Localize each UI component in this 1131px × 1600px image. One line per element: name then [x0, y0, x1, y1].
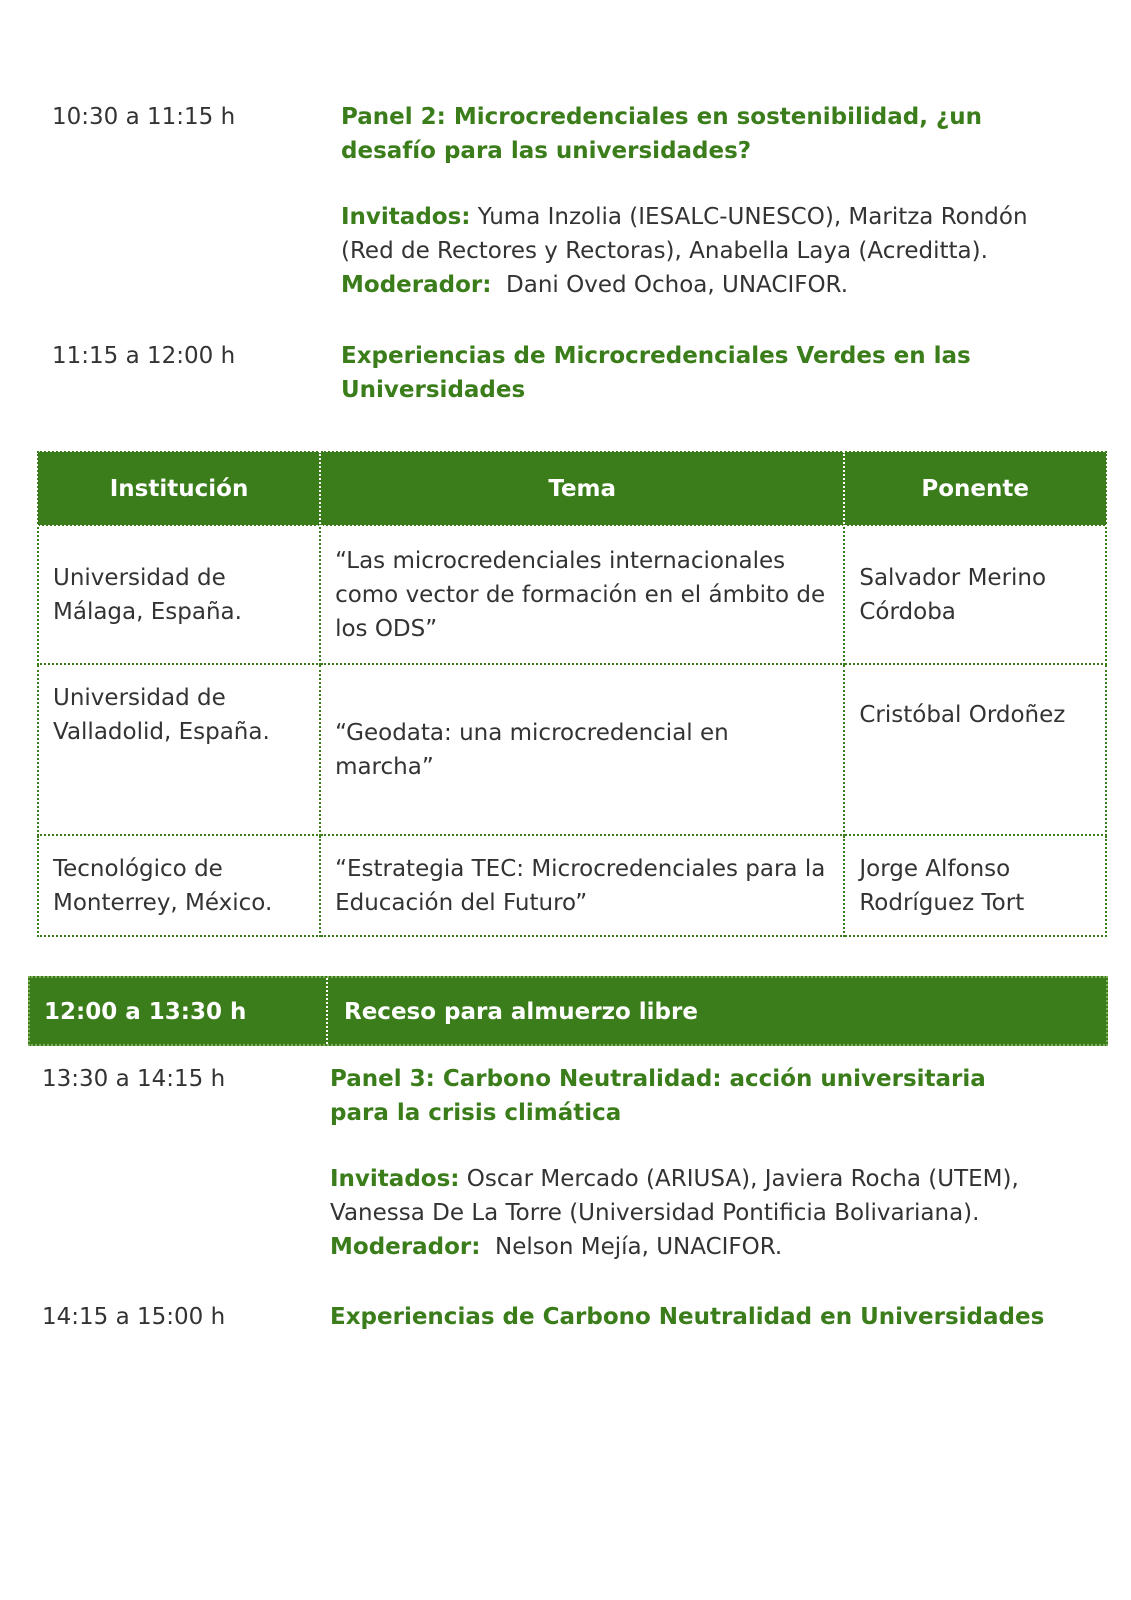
- experiences-green-title: Experiencias de Microcredenciales Verdes en las Universidades: [341, 343, 971, 403]
- table-row: [38, 835, 1106, 936]
- panel3-guests: [330, 1162, 1070, 1230]
- header-tema: Tema: [320, 452, 844, 526]
- cell-speaker: Cristóbal Ordoñez: [844, 664, 1106, 835]
- panel2-moderator: [341, 268, 1081, 302]
- lunch-time: 12:00 a 13:30 h: [44, 999, 247, 1025]
- moderator-label: Moderador:: [330, 1234, 481, 1260]
- table-row: [38, 526, 1106, 664]
- panel2-guests: [341, 200, 1081, 268]
- header-ponente: Ponente: [844, 452, 1106, 526]
- panel3-moderator: [330, 1230, 1070, 1264]
- table-header-row: [38, 452, 1106, 526]
- cell-speaker: Jorge Alfonso Rodríguez Tort: [844, 835, 1106, 936]
- cell-topic: “Las microcredenciales internacionales como vector de formación en el ámbito de los ODS”: [320, 526, 844, 664]
- experiences-carbon-title: Experiencias de Carbono Neutralidad en Universidades: [330, 1304, 1045, 1330]
- moderator-text: Dani Oved Ochoa, UNACIFOR.: [491, 272, 849, 298]
- moderator-label: Moderador:: [341, 272, 492, 298]
- cell-institution: Universidad de Valladolid, España.: [38, 664, 320, 835]
- table-row: [38, 664, 1106, 835]
- lunch-separator: [326, 978, 328, 1044]
- panel3-content: [330, 1062, 1070, 1264]
- guests-label: Invitados:: [341, 204, 471, 230]
- experiences-table: [37, 451, 1107, 937]
- cell-institution: Universidad de Málaga, España.: [38, 526, 320, 664]
- lunch-label: Receso para almuerzo libre: [344, 999, 698, 1025]
- moderator-text: Nelson Mejía, UNACIFOR.: [480, 1234, 783, 1260]
- panel3-time: 13:30 a 14:15 h: [42, 1066, 226, 1092]
- cell-speaker: Salvador Merino Córdoba: [844, 526, 1106, 664]
- panel2-content: [341, 100, 1081, 302]
- guests-label: Invitados:: [330, 1166, 460, 1192]
- cell-topic: “Estrategia TEC: Microcredenciales para la Educación del Futuro”: [320, 835, 844, 936]
- experiences-green-time: 11:15 a 12:00 h: [52, 343, 236, 369]
- guests-text: Yuma Inzolia (IESALC-UNESCO), Maritza Rondón (Red de Rectores y Rectoras), Anabella Laya (Acreditta).: [341, 204, 1028, 264]
- guests-text: Oscar Mercado (ARIUSA), Javiera Rocha (UTEM), Vanessa De La Torre (Universidad Pontificia Bolivariana).: [330, 1166, 1019, 1226]
- panel2-title: Panel 2: Microcredenciales en sostenibilidad, ¿un desafío para las universidades?: [341, 104, 983, 164]
- experiences-carbon-time: 14:15 a 15:00 h: [42, 1304, 226, 1330]
- cell-topic: “Geodata: una microcredencial en marcha”: [320, 664, 844, 835]
- cell-institution: Tecnológico de Monterrey, México.: [38, 835, 320, 936]
- lunch-break-bar: [28, 976, 1108, 1046]
- panel3-title: Panel 3: Carbono Neutralidad: acción universitaria para la crisis climática: [330, 1066, 986, 1126]
- panel2-time: 10:30 a 11:15 h: [52, 104, 236, 130]
- header-institucion: Institución: [38, 452, 320, 526]
